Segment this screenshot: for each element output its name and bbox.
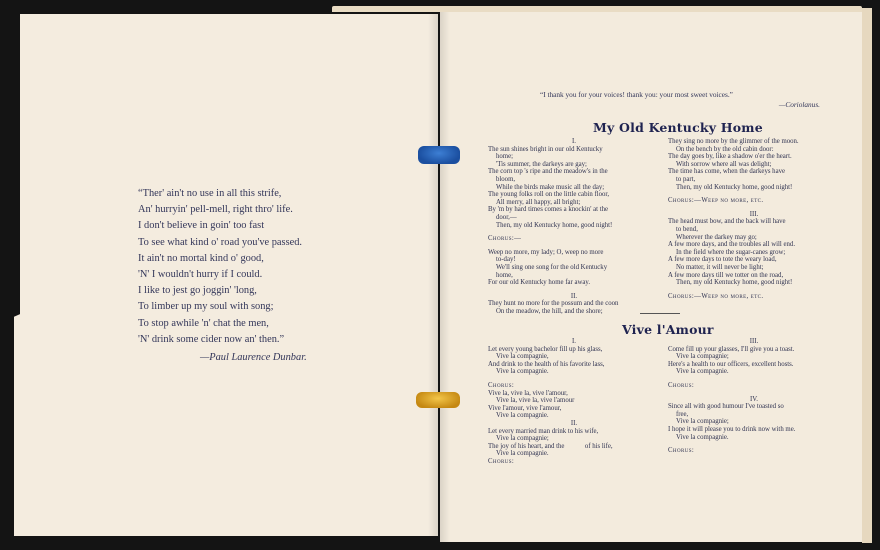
page-edge-right bbox=[862, 8, 872, 543]
verse-line: With sorrow where all was delight; bbox=[676, 160, 772, 168]
verse-line: Let every married man drink to his wife, bbox=[488, 427, 599, 435]
chorus-line: Vive l'amour, vive l'amour, bbox=[488, 404, 562, 412]
gold-ribbon-binding bbox=[416, 392, 460, 408]
verse-number: II. bbox=[570, 419, 578, 427]
verse-line: to part, bbox=[676, 175, 696, 183]
verse-line: The sun shines bright in our old Kentucky bbox=[488, 145, 603, 153]
poem-line: To see what kind o' road you've passed. bbox=[138, 236, 303, 248]
verse-line: While the birds make music all the day; bbox=[496, 183, 605, 191]
verse-line: Wherever the darkey may go; bbox=[676, 233, 757, 241]
chorus-line: to-day! bbox=[496, 256, 516, 264]
poem-line: It ain't no mortal kind o' good, bbox=[138, 252, 264, 264]
page-edge-top bbox=[332, 6, 862, 12]
verse-number: III. bbox=[749, 210, 759, 218]
epigraph-quote: “I thank you for your voices! thank you: your most sweet voices.” bbox=[540, 90, 733, 99]
chorus-reference: Chorus:—Weep no more, etc. bbox=[668, 197, 764, 205]
verse-line: The young folks roll on the little cabin floor, bbox=[488, 191, 610, 199]
song-title-vive-lamour: Vive l'Amour bbox=[622, 322, 714, 337]
poem-line: I don't believe in goin' too fast bbox=[138, 220, 265, 232]
verse-line: Come fill up your glasses, I'll give you a toast. bbox=[668, 345, 795, 353]
verse-line: Then, my old Kentucky home, good night! bbox=[676, 279, 793, 287]
song-title-kentucky: My Old Kentucky Home bbox=[593, 120, 763, 135]
epigraph bbox=[540, 90, 820, 109]
epigraph-source: —Coriolanus. bbox=[778, 99, 820, 109]
verse-number: III. bbox=[749, 338, 759, 345]
poem-line: 'N' I wouldn't hurry if I could. bbox=[138, 269, 263, 281]
chorus-line: We'll sing one song for the old Kentucky bbox=[496, 263, 608, 271]
verse-line: On the meadow, the hill, and the shore; bbox=[496, 307, 603, 315]
verse-line: Vive la compagnie; bbox=[676, 418, 729, 426]
poem-line: An' hurryin' pell-mell, right thro' life. bbox=[138, 204, 293, 216]
verse-line: The time has come, when the darkeys have bbox=[668, 168, 786, 176]
verse-line: Then, my old Kentucky home, good night! bbox=[496, 221, 613, 229]
kentucky-column-1 bbox=[488, 138, 660, 315]
verse-line: Since all with good humour I've toasted so bbox=[668, 403, 784, 411]
verse-line: No matter, it will never be light; bbox=[676, 263, 764, 271]
verse-number: I. bbox=[572, 338, 576, 345]
poem-author: —Paul Laurence Dunbar. bbox=[200, 352, 307, 364]
verse-line: On the bench by the old cabin door: bbox=[676, 145, 774, 153]
verse-line: A few more days, and the troubles all will end. bbox=[668, 241, 796, 249]
chorus-line: Vive la compagnie. bbox=[496, 412, 549, 420]
verse-line: The day goes by, like a shadow o'er the heart. bbox=[668, 153, 792, 161]
chorus-line: Vive la, vive la, vive l'amour bbox=[496, 397, 575, 405]
section-divider bbox=[640, 313, 680, 314]
verse-line: Here's a health to our officers, excellent hosts. bbox=[668, 360, 794, 368]
kentucky-column-2 bbox=[668, 138, 840, 300]
verse-line: In the field where the sugar-canes grow; bbox=[676, 248, 786, 256]
dunbar-poem bbox=[138, 186, 378, 366]
verse-line: I hope it will please you to drink now with me. bbox=[668, 425, 796, 433]
verse-line: By 'm by hard times comes a knockin' at the bbox=[488, 206, 609, 214]
verse-line: They sing no more by the glimmer of the moon. bbox=[668, 138, 799, 145]
verse-line: 'Tis summer, the darkeys are gay; bbox=[496, 160, 587, 168]
chorus-line: Weep no more, my lady; O, weep no more bbox=[488, 248, 604, 256]
chorus-line: For our old Kentucky home far away. bbox=[488, 279, 591, 287]
verse-line: All merry, all happy, all bright; bbox=[496, 198, 581, 206]
verse-line: A few more days till we totter on the road, bbox=[668, 271, 784, 279]
verse-line: Vive la compagnie, bbox=[496, 353, 549, 361]
poem-line: “Ther' ain't no use in all this strife, bbox=[138, 188, 282, 199]
verse-line: door,— bbox=[496, 213, 517, 221]
chorus-label: Chorus: bbox=[488, 381, 515, 389]
verse-line: The joy of his heart, and the of his life, bbox=[488, 442, 613, 450]
chorus-line: Vive la, vive la, vive l'amour, bbox=[488, 389, 568, 397]
verse-number: II. bbox=[570, 292, 578, 300]
chorus-reference: Chorus:—Weep no more, etc. bbox=[668, 292, 764, 300]
verse-line: free, bbox=[676, 410, 689, 418]
vive-column-2 bbox=[668, 338, 840, 455]
chorus-label: Chorus:— bbox=[488, 235, 522, 243]
verse-line: And drink to the health of his favorite lass, bbox=[488, 360, 605, 368]
chorus-label: Chorus: bbox=[488, 457, 515, 465]
verse-line: home; bbox=[496, 153, 513, 161]
verse-line: Vive la compagnie. bbox=[496, 450, 549, 458]
verse-line: Vive la compagnie. bbox=[676, 368, 729, 376]
verse-line: The corn top 's ripe and the meadow's in the bbox=[488, 168, 608, 176]
vive-column-1 bbox=[488, 338, 660, 466]
poem-line: 'N' drink some cider now an' then.” bbox=[138, 333, 285, 345]
verse-number: I. bbox=[572, 138, 576, 145]
verse-line: Let every young bachelor fill up his glass, bbox=[488, 345, 603, 353]
verse-line: Vive la compagnie; bbox=[676, 353, 729, 361]
chorus-line: home, bbox=[496, 271, 513, 279]
verse-line: bloom, bbox=[496, 175, 516, 183]
poem-line: To limber up my soul with song; bbox=[138, 301, 274, 313]
verse-line: They hunt no more for the possum and the coon bbox=[488, 300, 619, 308]
verse-line: Then, my old Kentucky home, good night! bbox=[676, 183, 793, 191]
poem-line: To stop awhile 'n' chat the men, bbox=[138, 317, 269, 329]
chorus-label: Chorus: bbox=[668, 381, 695, 389]
verse-line: Vive la compagnie. bbox=[496, 368, 549, 376]
verse-line: The head must bow, and the back will have bbox=[668, 218, 786, 226]
verse-line: A few more days to tote the weary load, bbox=[668, 256, 777, 264]
blue-ribbon-binding bbox=[418, 146, 460, 164]
verse-line: Vive la compagnie. bbox=[676, 433, 729, 441]
verse-number: IV. bbox=[750, 395, 758, 403]
verse-line: to bend, bbox=[676, 225, 698, 233]
poem-line: I like to jest go joggin' 'long, bbox=[138, 285, 257, 297]
chorus-label: Chorus: bbox=[668, 447, 695, 455]
verse-line: Vive la compagnie; bbox=[496, 435, 549, 443]
